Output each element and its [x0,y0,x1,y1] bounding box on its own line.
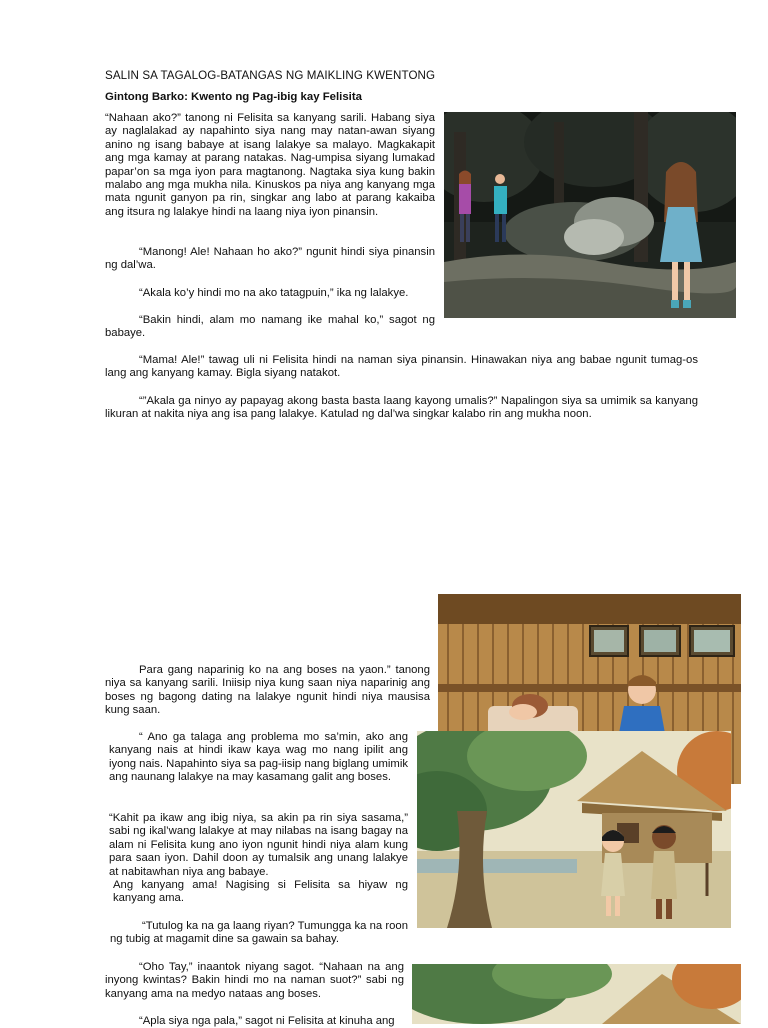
paragraph-8: “ Ano ga talaga ang problema mo sa’min, ako ang kanyang nais at hindi ikaw kaya wag mo nang ipilit ang iyong nais. Napahinto siya sa pag-iisip nang biglang umimik ang naunang lalakye na may kasamang galit ang boses. [109,731,408,784]
paragraph-4: “Bakin hindi, alam mo namang ike mahal ko,” sagot ng babaye. [105,314,435,340]
paragraph-2: “Manong! Ale! Nahaan ho ako?” ngunit hindi siya pinansin ng dal’wa. [105,246,435,272]
story-title: Gintong Barko: Kwento ng Pag-ibig kay Felisita [105,91,362,103]
paragraph-1: “Nahaan ako?” tanong ni Felisita sa kanyang sarili. Habang siya ay naglalakad ay napahinto siya nang may natan-awan siyang anino ng isang babaye at isang lalakye sa malayo. Magkakapit ang mga kamay at parang natakas. Nag-umpisa siyang lumakad papar’on sa mga iyon para magtanong. Nagtaka siya kung bakin malabo ang mga mukha nila. Kinuskos pa niya ang kanyang mga mata ngunit ganyon pa rin, singkar ang labo at parang kakaiba ang itsura ng lalakye hindi na laang niya iyon pinansin. [105,112,435,218]
paragraph-11: “Tutulog ka na ga laang riyan? Tumungga ka na roon ng tubig at magamit dine sa gawain sa bahay. [110,920,408,946]
forest-scene-icon [444,112,736,318]
paragraph-3: “Akala ko’y hindi mo na ako tatagpuin,” ika ng lalakye. [139,287,409,299]
nipa-hut-partial-illustration [412,964,741,1024]
forest-scene-illustration [444,112,736,318]
paragraph-7: Para gang naparinig ko na ang boses na yaon.” tanong niya sa kanyang sarili. Iniisip niya kung saan niya naparinig ang boses ng bagong dating na lalakye ngunit hindi niya mausisa kung saan. [105,664,430,717]
paragraph-9: “Kahit pa ikaw ang ibig niya, sa akin pa rin siya sasama,” sabi ng ikal’wang lalakye at may nilabas na isang bagay na alam ni Felisita kung ano iyon ngunit hindi niya alam kung para saan iyon. Dahil doon ay tumalsik ang unang lalakye at nabitawhan niya ang babaye. [109,812,408,878]
nipa-hut-illustration [417,731,731,928]
paragraph-13: “Apla siya nga pala,” sagot ni Felisita at kinuha ang [139,1015,395,1027]
nipa-hut-scene-icon [417,731,731,928]
paragraph-12: “Oho Tay,” inaantok niyang sagot. “Nahaan na ang inyong kwintas? Bakin hindi mo na naman suot?” sabi ng kanyang ama na medyo nataas ang boses. [105,961,404,1000]
paragraph-5: “Mama! Ale!” tawag uli ni Felisita hindi na naman siya pinansin. Hinawakan niya ang babae ngunit tumag-os lang ang kanyang kamay. Bigla siyang natakot. [105,354,698,380]
document-heading: SALIN SA TAGALOG-BATANGAS NG MAIKLING KWENTONG [105,69,436,82]
paragraph-6: “”Akala ga ninyo ay papayag akong basta basta laang kayong umalis?” Napalingon siya sa umimik sa kanyang likuran at nakita niya ang isa pang lalakye. Katulad ng dal’wa singkar kalabo rin ang mukha noon. [105,395,698,421]
nipa-hut-partial-scene-icon [412,964,741,1024]
paragraph-10: Ang kanyang ama! Nagising si Felisita sa hiyaw ng kanyang ama. [113,879,408,905]
